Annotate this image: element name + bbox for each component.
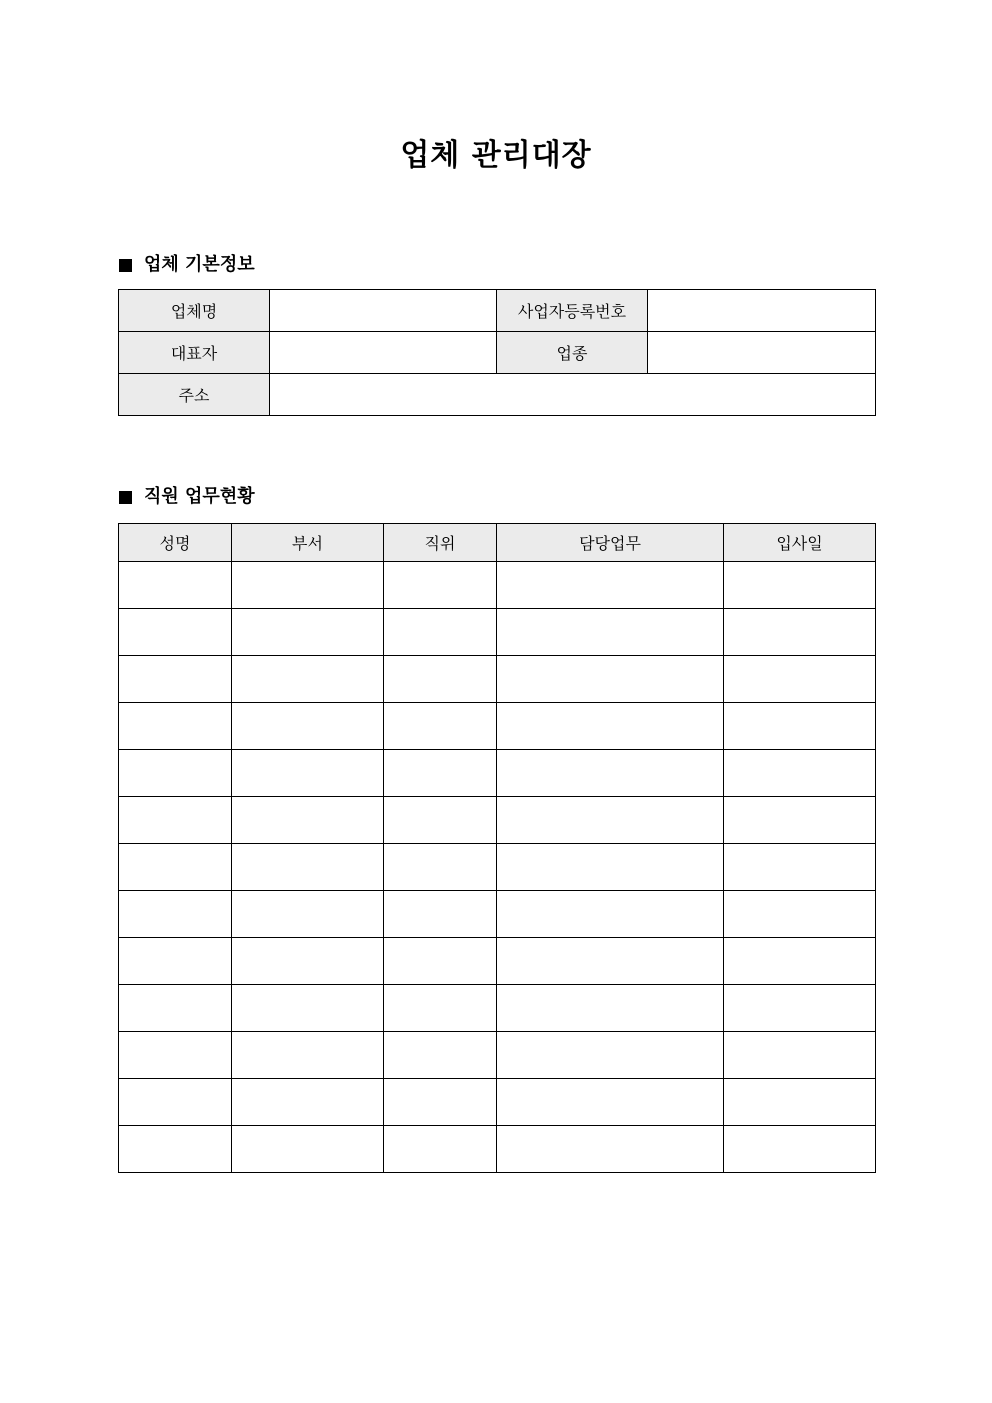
table-row [119, 562, 876, 609]
column-header-name: 성명 [119, 524, 232, 562]
table-row [119, 374, 876, 416]
duties-cell[interactable] [497, 891, 724, 938]
position-cell[interactable] [384, 562, 497, 609]
hire-date-cell[interactable] [724, 938, 876, 985]
hire-date-cell[interactable] [724, 1126, 876, 1173]
department-cell[interactable] [232, 750, 384, 797]
industry-field[interactable] [648, 332, 876, 374]
hire-date-cell[interactable] [724, 656, 876, 703]
business-reg-no-field[interactable] [648, 290, 876, 332]
table-row [119, 1126, 876, 1173]
duties-cell[interactable] [497, 703, 724, 750]
position-cell[interactable] [384, 938, 497, 985]
position-cell[interactable] [384, 750, 497, 797]
duties-cell[interactable] [497, 1079, 724, 1126]
name-cell[interactable] [119, 750, 232, 797]
department-cell[interactable] [232, 844, 384, 891]
section-heading-staff-status [119, 485, 255, 509]
department-cell[interactable] [232, 703, 384, 750]
hire-date-cell[interactable] [724, 985, 876, 1032]
table-row [119, 891, 876, 938]
duties-cell[interactable] [497, 1126, 724, 1173]
department-cell[interactable] [232, 609, 384, 656]
hire-date-cell[interactable] [724, 1032, 876, 1079]
name-cell[interactable] [119, 985, 232, 1032]
position-cell[interactable] [384, 1079, 497, 1126]
position-cell[interactable] [384, 1126, 497, 1173]
department-cell[interactable] [232, 891, 384, 938]
table-row [119, 290, 876, 332]
position-cell[interactable] [384, 609, 497, 656]
company-name-label: 업체명 [119, 290, 270, 332]
industry-label: 업종 [497, 332, 648, 374]
table-row [119, 1079, 876, 1126]
staff-status-table [118, 523, 876, 1173]
name-cell[interactable] [119, 1126, 232, 1173]
section-heading-label: 업체 기본정보 [144, 254, 255, 275]
section-heading-label: 직원 업무현황 [144, 486, 255, 507]
department-cell[interactable] [232, 797, 384, 844]
page-title: 업체 관리대장 [400, 138, 592, 173]
department-cell[interactable] [232, 1126, 384, 1173]
duties-cell[interactable] [497, 609, 724, 656]
table-row [119, 844, 876, 891]
table-row [119, 1032, 876, 1079]
duties-cell[interactable] [497, 656, 724, 703]
duties-cell[interactable] [497, 797, 724, 844]
department-cell[interactable] [232, 562, 384, 609]
table-header-row [119, 524, 876, 562]
name-cell[interactable] [119, 938, 232, 985]
position-cell[interactable] [384, 891, 497, 938]
department-cell[interactable] [232, 656, 384, 703]
representative-field[interactable] [270, 332, 497, 374]
column-header-hire-date: 입사일 [724, 524, 876, 562]
duties-cell[interactable] [497, 844, 724, 891]
position-cell[interactable] [384, 844, 497, 891]
column-header-department: 부서 [232, 524, 384, 562]
duties-cell[interactable] [497, 938, 724, 985]
address-label: 주소 [119, 374, 270, 416]
hire-date-cell[interactable] [724, 703, 876, 750]
name-cell[interactable] [119, 1032, 232, 1079]
basic-info-table [118, 289, 876, 416]
duties-cell[interactable] [497, 750, 724, 797]
address-field[interactable] [270, 374, 876, 416]
duties-cell[interactable] [497, 1032, 724, 1079]
department-cell[interactable] [232, 1032, 384, 1079]
name-cell[interactable] [119, 844, 232, 891]
name-cell[interactable] [119, 891, 232, 938]
position-cell[interactable] [384, 656, 497, 703]
table-row [119, 332, 876, 374]
column-header-duties: 담당업무 [497, 524, 724, 562]
duties-cell[interactable] [497, 562, 724, 609]
duties-cell[interactable] [497, 985, 724, 1032]
hire-date-cell[interactable] [724, 797, 876, 844]
name-cell[interactable] [119, 562, 232, 609]
name-cell[interactable] [119, 609, 232, 656]
position-cell[interactable] [384, 1032, 497, 1079]
company-name-field[interactable] [270, 290, 497, 332]
hire-date-cell[interactable] [724, 609, 876, 656]
table-row [119, 985, 876, 1032]
position-cell[interactable] [384, 797, 497, 844]
position-cell[interactable] [384, 985, 497, 1032]
table-row [119, 703, 876, 750]
name-cell[interactable] [119, 703, 232, 750]
hire-date-cell[interactable] [724, 844, 876, 891]
table-row [119, 750, 876, 797]
department-cell[interactable] [232, 1079, 384, 1126]
name-cell[interactable] [119, 1079, 232, 1126]
table-row [119, 656, 876, 703]
column-header-position: 직위 [384, 524, 497, 562]
name-cell[interactable] [119, 797, 232, 844]
square-bullet-icon [119, 491, 132, 504]
representative-label: 대표자 [119, 332, 270, 374]
table-row [119, 797, 876, 844]
hire-date-cell[interactable] [724, 562, 876, 609]
department-cell[interactable] [232, 938, 384, 985]
table-row [119, 609, 876, 656]
department-cell[interactable] [232, 985, 384, 1032]
hire-date-cell[interactable] [724, 1079, 876, 1126]
hire-date-cell[interactable] [724, 891, 876, 938]
business-reg-no-label: 사업자등록번호 [497, 290, 648, 332]
section-heading-basic-info [119, 253, 255, 277]
square-bullet-icon [119, 259, 132, 272]
hire-date-cell[interactable] [724, 750, 876, 797]
position-cell[interactable] [384, 703, 497, 750]
name-cell[interactable] [119, 656, 232, 703]
table-row [119, 938, 876, 985]
